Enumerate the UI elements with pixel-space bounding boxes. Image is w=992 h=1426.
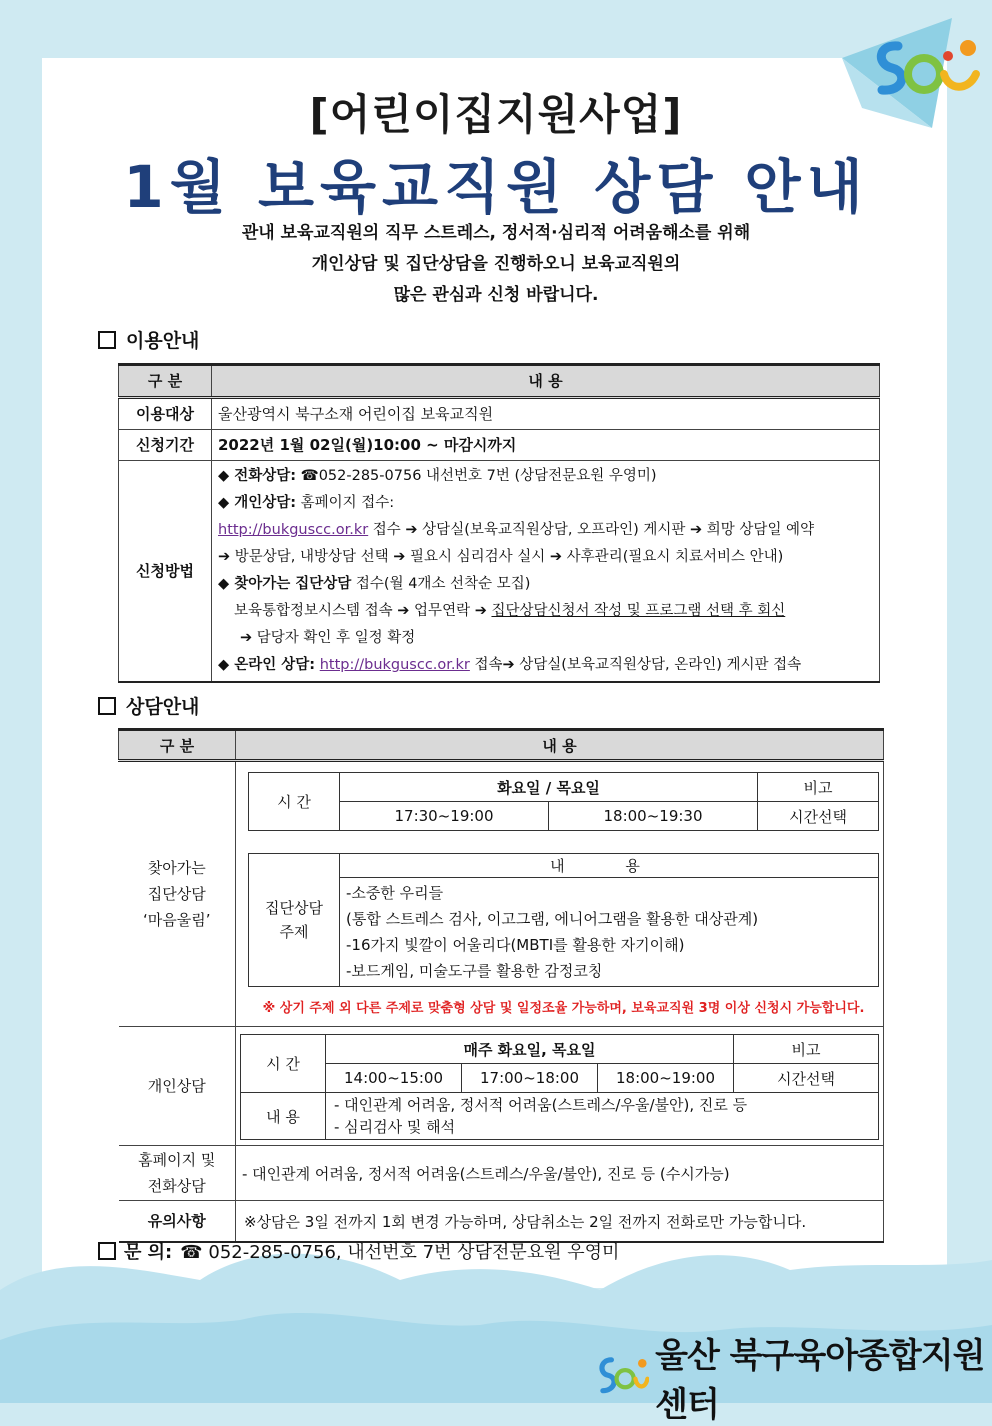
inquiry-line bbox=[98, 1238, 619, 1264]
group-flow-line2: ➔ 담당자 확인 후 일정 확정 bbox=[240, 630, 416, 646]
col-content-header: 내 용 bbox=[236, 730, 884, 761]
caution-label: 유의사항 bbox=[119, 1201, 236, 1243]
center-logo-icon bbox=[596, 1351, 649, 1403]
group-topic-table bbox=[248, 853, 879, 987]
content-item: - 심리검사 및 해석 bbox=[334, 1118, 456, 1136]
period-label: 신청기간 bbox=[119, 430, 212, 461]
table-header-row bbox=[119, 365, 880, 398]
group-method-text: 접수(월 4개소 선착순 모집) bbox=[355, 576, 531, 592]
topic-list bbox=[340, 878, 879, 987]
col-category-header: 구 분 bbox=[119, 730, 236, 761]
time-label: 시 간 bbox=[249, 773, 340, 831]
personal-counsel-label: 개인상담 bbox=[119, 1027, 236, 1146]
intro-text bbox=[0, 218, 992, 311]
label-line: 집단상담 bbox=[147, 885, 206, 903]
col-content-header: 내 용 bbox=[212, 365, 880, 398]
counsel-table bbox=[118, 728, 884, 1243]
inquiry-label: 문 의: bbox=[124, 1242, 173, 1263]
group-method bbox=[218, 571, 873, 598]
personal-time-slot: 18:00~19:00 bbox=[598, 1064, 734, 1093]
group-time-slot: 17:30~19:00 bbox=[340, 802, 549, 831]
section-title: 상담안내 bbox=[126, 696, 200, 718]
content-item: - 대인관계 어려움, 정서적 어려움(스트레스/우울/불안), 진로 등 bbox=[334, 1096, 748, 1114]
target-label: 이용대상 bbox=[119, 398, 212, 430]
target-value: 울산광역시 북구소재 어린이집 보육교직원 bbox=[212, 398, 880, 430]
personal-method-title: 개인상담: bbox=[234, 495, 297, 511]
method-label: 신청방법 bbox=[119, 461, 212, 683]
personal-flow-line2: ➔ 방문상담, 내방상담 선택 ➔ 필요시 심리검사 실시 ➔ 사후관리(필요시 치료서비스 안내) bbox=[218, 549, 784, 565]
footer-logo bbox=[596, 1328, 992, 1426]
personal-days: 매주 화요일, 목요일 bbox=[326, 1035, 734, 1064]
inquiry-text: ☎ 052-285-0756, 내선번호 7번 상담전문요원 우영미 bbox=[180, 1242, 620, 1263]
label-line: 전화상담 bbox=[147, 1177, 206, 1195]
intro-line: 개인상담 및 집단상담을 진행하오니 보육교직원의 bbox=[311, 254, 681, 274]
page-subtitle: [어린이집지원사업] bbox=[309, 90, 683, 139]
label-line: 홈페이지 및 bbox=[138, 1151, 216, 1169]
intro-line: 많은 관심과 신청 바랍니다. bbox=[393, 285, 599, 305]
group-flow bbox=[218, 598, 873, 625]
group-counsel-row bbox=[119, 761, 884, 1027]
table-header-row bbox=[119, 730, 884, 761]
note-label: 비고 bbox=[734, 1035, 879, 1064]
section-title: 이용안내 bbox=[126, 330, 200, 352]
group-method-title: 찾아가는 집단상담 bbox=[234, 576, 352, 592]
table-row bbox=[119, 430, 880, 461]
topic-label bbox=[249, 854, 340, 987]
personal-counsel-content bbox=[236, 1027, 884, 1146]
time-choice: 시간선택 bbox=[758, 802, 879, 831]
homepage-link[interactable]: http://bukguscc.or.kr bbox=[218, 522, 369, 538]
homepage-counsel-text: - 대인관계 어려움, 정서적 어려움(스트레스/우울/불안), 진로 등 (수시가능) bbox=[236, 1146, 884, 1201]
personal-flow bbox=[218, 517, 873, 544]
phone-method-text: ☎052-285-0756 내선번호 7번 (상담전문요원 우영미) bbox=[300, 468, 657, 484]
section-usage-heading bbox=[98, 326, 199, 353]
personal-time-table bbox=[240, 1034, 879, 1140]
period-value: 2022년 1월 02일(월)10:00 ~ 마감시까지 bbox=[212, 430, 880, 461]
online-link[interactable]: http://bukguscc.or.kr bbox=[319, 657, 470, 673]
label-line: 찾아가는 bbox=[147, 859, 206, 877]
bullet-icon: ◆ bbox=[218, 657, 235, 673]
personal-time-slot: 14:00~15:00 bbox=[326, 1064, 462, 1093]
personal-counsel-row bbox=[119, 1027, 884, 1146]
page-title: 1월 보육교직원 상담 안내 bbox=[123, 153, 869, 221]
label-line: ‘마음울림’ bbox=[143, 911, 211, 929]
caution-text: ※상담은 3일 전까지 1회 변경 가능하며, 상담취소는 2일 전까지 전화로만 가능합니다. bbox=[236, 1201, 884, 1243]
group-note: ※ 상기 주제 외 다른 주제로 맞춤형 상담 및 일정조율 가능하며, 보육교직원 3명 이상 신청시 가능합니다. bbox=[262, 1001, 865, 1016]
intro-line: 관내 보육교직원의 직무 스트레스, 정서적·심리적 어려움해소를 위해 bbox=[241, 223, 751, 243]
col-category-header: 구 분 bbox=[119, 365, 212, 398]
online-method-title: 온라인 상담: bbox=[234, 657, 316, 673]
online-method-text: 접속➔ 상담실(보육교직원상담, 온라인) 게시판 접속 bbox=[474, 657, 802, 673]
content-label: 내 용 bbox=[340, 854, 879, 878]
personal-method-text: 홈페이지 접수: bbox=[300, 495, 395, 511]
bullet-icon: ◆ bbox=[218, 468, 235, 484]
group-flow-line1b: 집단상담신청서 작성 및 프로그램 선택 후 회신 bbox=[491, 603, 786, 619]
online-method bbox=[218, 652, 873, 679]
topic-item: (통합 스트레스 검사, 이고그램, 에니어그램을 활용한 대상관계) bbox=[346, 910, 759, 928]
checkbox-square-icon bbox=[98, 697, 116, 715]
phone-method-title: 전화상담: bbox=[234, 468, 297, 484]
group-counsel-label bbox=[119, 761, 236, 1027]
table-row bbox=[119, 398, 880, 430]
topic-item: -16가지 빛깔이 어울리다(MBTI를 활용한 자기이해) bbox=[346, 936, 685, 954]
bullet-icon: ◆ bbox=[218, 495, 235, 511]
topic-item: -보드게임, 미술도구를 활용한 감정코칭 bbox=[346, 962, 603, 980]
personal-content-list bbox=[326, 1093, 879, 1140]
topic-item: -소중한 우리들 bbox=[346, 884, 444, 902]
group-counsel-content bbox=[236, 761, 884, 1027]
group-days: 화요일 / 목요일 bbox=[340, 773, 758, 802]
phone-method bbox=[218, 463, 873, 490]
homepage-counsel-row bbox=[119, 1146, 884, 1201]
personal-flow-line1: 접수 ➔ 상담실(보육교직원상담, 오프라인) 게시판 ➔ 희망 상담일 예약 bbox=[372, 522, 815, 538]
personal-method bbox=[218, 490, 873, 517]
method-content bbox=[212, 461, 880, 683]
group-time-slot: 18:00~19:30 bbox=[549, 802, 758, 831]
note-label: 비고 bbox=[758, 773, 879, 802]
checkbox-square-icon bbox=[98, 1242, 116, 1260]
section-counsel-heading bbox=[98, 692, 199, 719]
homepage-counsel-label bbox=[119, 1146, 236, 1201]
table-row bbox=[119, 461, 880, 683]
content-label: 내 용 bbox=[241, 1093, 326, 1140]
label-line: 주제 bbox=[279, 923, 309, 941]
bullet-icon: ◆ bbox=[218, 576, 235, 592]
time-choice: 시간선택 bbox=[734, 1064, 879, 1093]
group-flow-line1a: 보육통합정보시스템 접속 ➔ 업무연락 ➔ bbox=[234, 603, 487, 619]
footer-org-name: 울산 북구육아종합지원센터 bbox=[655, 1336, 985, 1425]
checkbox-square-icon bbox=[98, 331, 116, 349]
personal-time-slot: 17:00~18:00 bbox=[462, 1064, 598, 1093]
time-label: 시 간 bbox=[241, 1035, 326, 1093]
usage-table bbox=[118, 363, 880, 683]
group-time-table bbox=[248, 772, 879, 831]
label-line: 집단상담 bbox=[265, 899, 323, 917]
